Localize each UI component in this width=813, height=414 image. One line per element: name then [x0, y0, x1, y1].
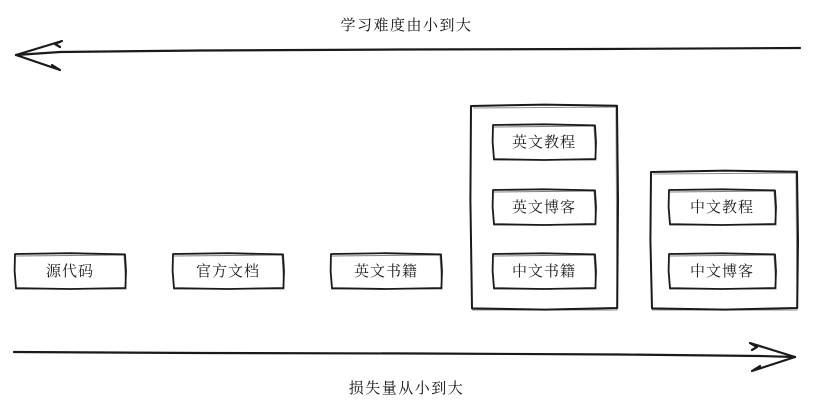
node-label-english-books: 英文书籍: [353, 262, 418, 280]
node-chinese-tutorial[interactable]: [668, 189, 776, 225]
node-chinese-books[interactable]: [492, 253, 596, 289]
node-official-docs[interactable]: [172, 253, 284, 289]
bottom-axis-arrow: [14, 343, 795, 371]
node-label-official-docs: 官方文档: [195, 262, 260, 280]
node-label-english-tutorial: 英文教程: [511, 133, 576, 151]
node-label-chinese-tutorial: 中文教程: [689, 198, 754, 216]
node-label-source-code: 源代码: [45, 262, 94, 280]
node-label-chinese-books: 中文书籍: [511, 262, 576, 280]
node-english-blog[interactable]: [492, 189, 596, 225]
node-label-chinese-blog: 中文博客: [689, 262, 754, 280]
top-axis-label: 学习难度由小到大: [340, 17, 473, 34]
node-chinese-blog[interactable]: [668, 253, 776, 289]
node-english-tutorial[interactable]: [492, 124, 596, 160]
node-label-english-blog: 英文博客: [511, 198, 576, 216]
node-english-books[interactable]: [330, 253, 442, 289]
node-source-code[interactable]: [14, 253, 126, 289]
top-axis-arrow: [16, 41, 800, 70]
bottom-axis-label: 损失量从小到大: [348, 380, 465, 397]
